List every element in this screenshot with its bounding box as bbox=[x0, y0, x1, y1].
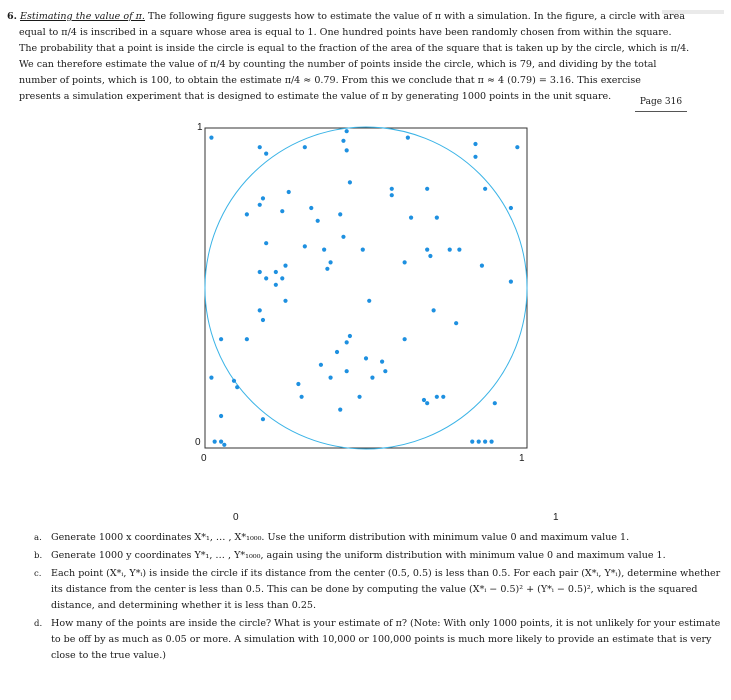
simulation-figure bbox=[185, 120, 545, 464]
data-point bbox=[325, 267, 329, 271]
data-point bbox=[209, 376, 213, 380]
question-text: Generate 1000 x coordinates X*₁, … , X*₁₀₀₀. Use the uniform distribution with minimum value 0 and maximum value 1. bbox=[51, 532, 630, 543]
data-point bbox=[296, 382, 300, 386]
data-point bbox=[457, 248, 461, 252]
data-point bbox=[274, 283, 278, 287]
question-c bbox=[34, 566, 724, 614]
data-point bbox=[489, 440, 493, 444]
data-point bbox=[470, 440, 474, 444]
data-point bbox=[213, 440, 217, 444]
data-point bbox=[441, 395, 445, 399]
data-point bbox=[338, 408, 342, 412]
data-point bbox=[383, 369, 387, 373]
question-list bbox=[34, 530, 724, 666]
data-point bbox=[316, 219, 320, 223]
data-point bbox=[219, 440, 223, 444]
data-point bbox=[403, 337, 407, 341]
data-point bbox=[341, 139, 345, 143]
data-point bbox=[406, 136, 410, 140]
problem-title: Estimating the value of π. bbox=[20, 11, 145, 22]
question-d bbox=[34, 616, 724, 664]
data-point bbox=[345, 148, 349, 152]
question-a bbox=[34, 530, 724, 546]
data-point bbox=[409, 216, 413, 220]
data-point bbox=[280, 209, 284, 213]
data-point bbox=[328, 260, 332, 264]
question-text: How many of the points are inside the circle? What is your estimate of π? (Note: With only 1000 points, it is not unlikely for your estimate to be off by as much as 0.05 or more. A simulation with 10,000 or 100,000 points is much more likely to provide an estimate that is very close to the true value.) bbox=[51, 618, 721, 661]
question-letter: c. bbox=[34, 569, 42, 579]
data-point bbox=[309, 206, 313, 210]
y-axis-top-label: 1 bbox=[197, 122, 203, 133]
data-point bbox=[345, 129, 349, 133]
data-point bbox=[222, 443, 226, 447]
under-left-label: 0 bbox=[233, 512, 239, 523]
data-point bbox=[493, 401, 497, 405]
data-point bbox=[480, 264, 484, 268]
data-point bbox=[357, 395, 361, 399]
question-text: Generate 1000 y coordinates Y*₁, … , Y*₁₀₀₀, again using the uniform distribution with minimum value 0 and maximum value 1. bbox=[51, 550, 666, 561]
data-point bbox=[509, 206, 513, 210]
data-point bbox=[473, 155, 477, 159]
question-letter: a. bbox=[34, 533, 42, 543]
data-point bbox=[348, 334, 352, 338]
question-b bbox=[34, 548, 724, 564]
problem-line-4: We can therefore estimate the value of π/4 by counting the number of points inside the circle, which is 79, and dividing by the total bbox=[19, 58, 657, 70]
page-reference: Page 316 bbox=[635, 93, 687, 112]
data-point bbox=[341, 235, 345, 239]
data-point bbox=[483, 187, 487, 191]
data-point bbox=[264, 152, 268, 156]
data-point bbox=[361, 248, 365, 252]
data-point bbox=[367, 299, 371, 303]
data-point bbox=[390, 187, 394, 191]
data-point bbox=[264, 276, 268, 280]
data-point bbox=[287, 190, 291, 194]
data-point bbox=[390, 193, 394, 197]
data-point bbox=[319, 363, 323, 367]
data-point bbox=[245, 212, 249, 216]
data-point bbox=[435, 216, 439, 220]
data-point bbox=[219, 337, 223, 341]
data-point bbox=[380, 360, 384, 364]
problem-statement bbox=[7, 9, 707, 104]
data-point bbox=[425, 401, 429, 405]
data-point bbox=[403, 260, 407, 264]
data-point bbox=[283, 264, 287, 268]
unit-square bbox=[205, 128, 527, 448]
problem-line-text: The following figure suggests how to estimate the value of π with a simulation. In the figure, a circle with area bbox=[144, 11, 685, 22]
points-group bbox=[209, 129, 519, 447]
data-point bbox=[258, 145, 262, 149]
data-point bbox=[477, 440, 481, 444]
data-point bbox=[338, 212, 342, 216]
data-point bbox=[428, 254, 432, 258]
x-axis-left-label: 0 bbox=[201, 453, 207, 464]
data-point bbox=[322, 248, 326, 252]
data-point bbox=[209, 136, 213, 140]
data-point bbox=[235, 385, 239, 389]
data-point bbox=[435, 395, 439, 399]
data-point bbox=[370, 376, 374, 380]
problem-line-3: The probability that a point is inside the circle is equal to the fraction of the area of the square that is taken up by the circle, which is π/4. bbox=[19, 42, 690, 54]
problem-line-5: number of points, which is 100, to obtain the estimate π/4 ≈ 0.79. From this we conclude that π ≈ 4 (0.79) = 3.16. This exercise bbox=[19, 74, 641, 86]
data-point bbox=[515, 145, 519, 149]
data-point bbox=[258, 270, 262, 274]
data-point bbox=[425, 248, 429, 252]
y-axis-bottom-label: 0 bbox=[195, 437, 201, 448]
scatter-plot bbox=[185, 120, 545, 460]
data-point bbox=[473, 142, 477, 146]
data-point bbox=[261, 196, 265, 200]
data-point bbox=[258, 203, 262, 207]
data-point bbox=[364, 356, 368, 360]
data-point bbox=[261, 318, 265, 322]
data-point bbox=[258, 308, 262, 312]
data-point bbox=[509, 280, 513, 284]
data-point bbox=[219, 414, 223, 418]
question-letter: d. bbox=[34, 619, 43, 629]
data-point bbox=[345, 369, 349, 373]
under-right-label: 1 bbox=[553, 512, 559, 523]
data-point bbox=[232, 379, 236, 383]
data-point bbox=[261, 417, 265, 421]
problem-line-2: equal to π/4 is inscribed in a square whose area is equal to 1. One hundred points have been randomly chosen from within the square. bbox=[19, 26, 672, 38]
question-text: Each point (X*ᵢ, Y*ᵢ) is inside the circle if its distance from the center (0.5, 0.5) is less than 0.5. For each pair (X*ᵢ, Y*ᵢ), determine whether its distance from the center is less than 0.5. This can be done by computing the value (X*ᵢ − 0.5)² + (Y*ᵢ − 0.5)², which is the squared distance, and determining whether it is less than 0.25. bbox=[51, 568, 721, 611]
inscribed-circle bbox=[205, 127, 527, 449]
data-point bbox=[303, 145, 307, 149]
data-point bbox=[264, 241, 268, 245]
x-axis-right-label: 1 bbox=[519, 453, 525, 464]
data-point bbox=[345, 340, 349, 344]
question-letter: b. bbox=[34, 551, 43, 561]
data-point bbox=[245, 337, 249, 341]
problem-line-1 bbox=[7, 9, 707, 25]
data-point bbox=[274, 270, 278, 274]
data-point bbox=[454, 321, 458, 325]
data-point bbox=[422, 398, 426, 402]
data-point bbox=[425, 187, 429, 191]
problem-line-6: presents a simulation experiment that is designed to estimate the value of π by generating 1000 points in the unit square. bbox=[19, 90, 612, 102]
data-point bbox=[283, 299, 287, 303]
data-point bbox=[300, 395, 304, 399]
data-point bbox=[280, 276, 284, 280]
data-point bbox=[432, 308, 436, 312]
problem-number: 6. bbox=[7, 11, 17, 22]
data-point bbox=[448, 248, 452, 252]
data-point bbox=[303, 244, 307, 248]
data-point bbox=[348, 180, 352, 184]
data-point bbox=[483, 440, 487, 444]
data-point bbox=[335, 350, 339, 354]
data-point bbox=[328, 376, 332, 380]
